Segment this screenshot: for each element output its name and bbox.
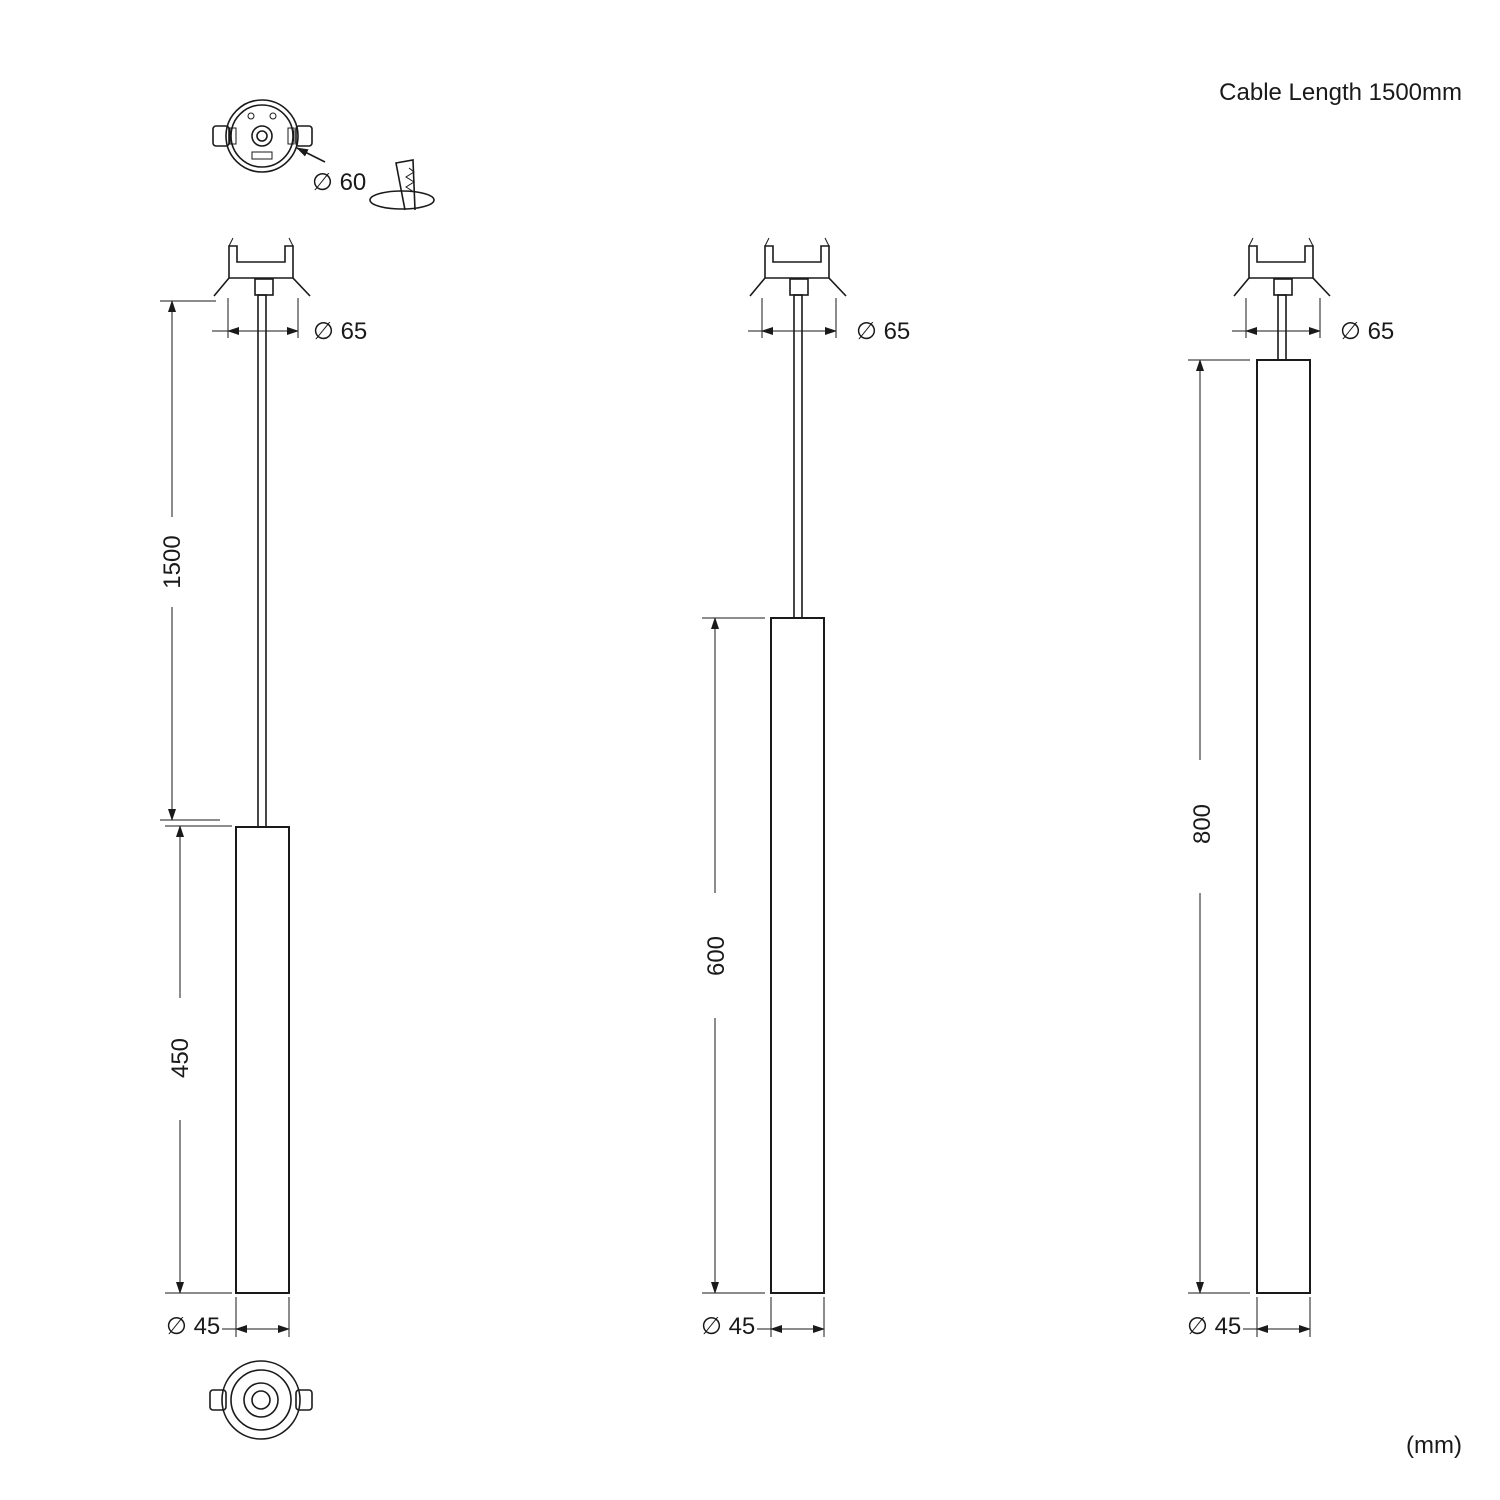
- pendant-body: [771, 618, 824, 1293]
- cutout-diameter-dim: ∅ 65: [313, 318, 368, 345]
- body-length-dim: 600: [703, 935, 730, 977]
- fixture-view-450: [210, 238, 312, 1439]
- cable-length-dim: 1500: [159, 535, 186, 589]
- cable-length-note: Cable Length 1500mm: [1219, 79, 1462, 106]
- ceiling-cutout-icon: [370, 160, 434, 210]
- suspension-cable: [258, 295, 266, 827]
- body-diameter-dim: ∅ 45: [701, 1313, 756, 1340]
- fixture-view-800: [1234, 238, 1330, 1293]
- body-length-dim: 450: [167, 1037, 194, 1079]
- units-note: (mm): [1406, 1432, 1462, 1459]
- bottom-view: [210, 1361, 312, 1439]
- pendant-body: [1257, 360, 1310, 1293]
- mounting-bracket: [214, 238, 310, 296]
- body-length-dim: 800: [1189, 803, 1216, 845]
- mounting-bracket: [750, 238, 846, 296]
- cutout-leader-arrow: [297, 148, 325, 162]
- cutout-diameter-dim: ∅ 65: [856, 318, 911, 345]
- fixture-view-600: [750, 238, 846, 1293]
- suspension-cable: [1278, 295, 1286, 360]
- cutout-diameter-dim: ∅ 65: [1340, 318, 1395, 345]
- pendant-body: [236, 827, 289, 1293]
- top-view-fixture: [213, 100, 312, 172]
- mounting-bracket: [1234, 238, 1330, 296]
- body-diameter-dim: ∅ 45: [166, 1313, 221, 1340]
- body-diameter-dim: ∅ 45: [1187, 1313, 1242, 1340]
- cutout-diameter-label: ∅ 60: [312, 169, 367, 196]
- suspension-cable: [794, 295, 802, 618]
